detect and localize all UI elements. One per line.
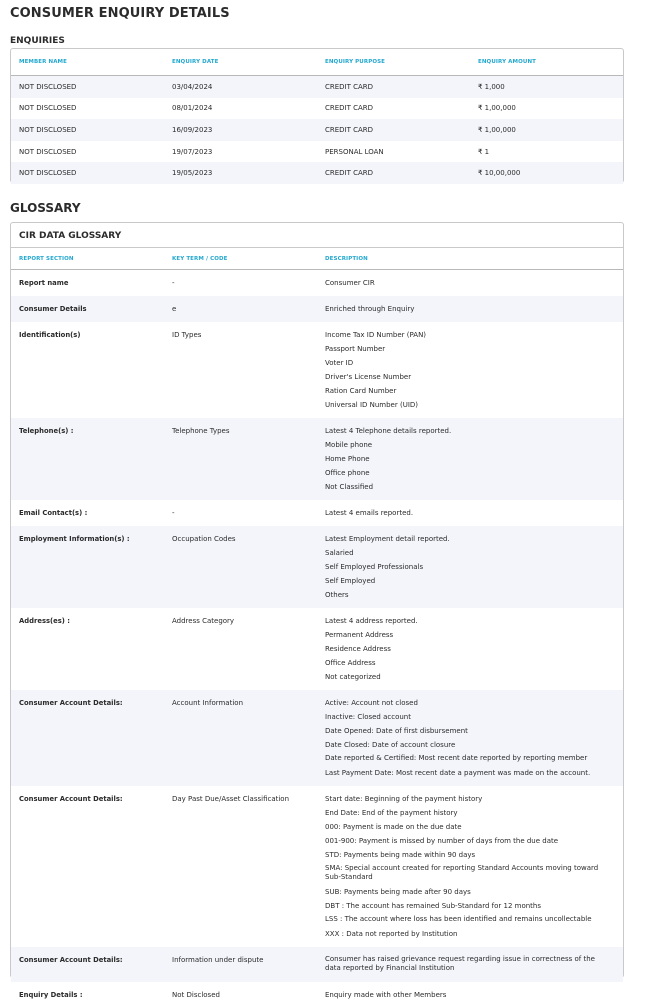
glossary-row: [11, 500, 623, 526]
description-line: Date Opened: Date of first disbursement: [325, 727, 468, 735]
description-line: Ration Card Number: [325, 387, 397, 395]
table-row: [11, 76, 623, 98]
key-term-cell: -: [172, 279, 175, 287]
glossary-row: [11, 296, 623, 322]
member-name-cell: NOT DISCLOSED: [19, 125, 77, 134]
glossary-card-title: CIR DATA GLOSSARY: [11, 223, 623, 248]
description-line: Voter ID: [325, 359, 354, 367]
enquiry-date-cell: 19/05/2023: [172, 169, 213, 178]
column-header-member-name: MEMBER NAME: [19, 59, 67, 65]
glossary-row: [11, 270, 623, 296]
description-line: Residence Address: [325, 645, 391, 653]
description-line: Income Tax ID Number (PAN): [325, 331, 427, 339]
report-section-cell: Employment Information(s) :: [19, 535, 130, 543]
description-line: Office phone: [325, 469, 370, 477]
description-line: Driver's License Number: [325, 373, 412, 381]
description-cell: [317, 328, 622, 412]
description-line: Home Phone: [325, 455, 370, 463]
description-cell: [317, 302, 622, 316]
description-cell: [317, 424, 622, 494]
glossary-table-body: [11, 270, 623, 1008]
enquiry-amount-cell: ₹ 1,000: [478, 82, 505, 91]
enquiry-amount-cell: ₹ 1: [478, 147, 490, 156]
description-line: 001-900: Payment is missed by number of days from the due date: [325, 837, 559, 845]
description-line: Consumer CIR: [325, 279, 375, 287]
report-section-cell: Telephone(s) :: [19, 427, 74, 435]
column-header-description: DESCRIPTION: [325, 255, 368, 262]
key-term-cell: Day Past Due/Asset Classification: [172, 795, 290, 803]
column-header-key-term: KEY TERM / CODE: [172, 255, 228, 262]
description-cell: [317, 614, 622, 684]
member-name-cell: NOT DISCLOSED: [19, 104, 77, 113]
member-name-cell: NOT DISCLOSED: [19, 82, 77, 91]
enquiry-amount-cell: ₹ 10,00,000: [478, 169, 521, 178]
description-cell: [317, 696, 622, 780]
description-line: Latest Employment detail reported.: [325, 535, 450, 543]
report-section-cell: Report name: [19, 279, 69, 287]
enquiry-purpose-cell: PERSONAL LOAN: [325, 147, 384, 156]
description-line: Enriched through Enquiry: [325, 305, 415, 313]
member-name-cell: NOT DISCLOSED: [19, 169, 77, 178]
enquiry-date-cell: 19/07/2023: [172, 147, 213, 156]
table-row: [11, 162, 623, 184]
description-line: Self Employed Professionals: [325, 563, 424, 571]
description-cell: [317, 792, 622, 941]
enquiry-date-cell: 08/01/2024: [172, 104, 213, 113]
report-section-cell: Address(es) :: [19, 617, 70, 625]
enquiry-date-cell: 16/09/2023: [172, 125, 213, 134]
enquiry-amount-cell: ₹ 1,00,000: [478, 125, 516, 134]
enquiries-table-header: [11, 49, 623, 76]
glossary-row: [11, 608, 623, 690]
key-term-cell: e: [172, 305, 177, 313]
description-line: Start date: Beginning of the payment history: [325, 795, 483, 803]
description-line: SMA: Special account created for reporting Standard Accounts moving toward Sub-Standard: [325, 864, 599, 881]
enquiry-purpose-cell: CREDIT CARD: [325, 104, 374, 113]
description-line: SUB: Payments being made after 90 days: [325, 888, 471, 896]
description-line: Last Payment Date: Most recent date a payment was made on the account.: [325, 769, 591, 777]
description-line: Salaried: [325, 549, 354, 557]
glossary-row: [11, 418, 623, 500]
glossary-table-header: [11, 248, 623, 270]
key-term-cell: -: [172, 509, 175, 517]
description-line: Enquiry made with other Members: [325, 991, 447, 999]
key-term-cell: ID Types: [172, 331, 202, 339]
enquiries-table: [10, 48, 624, 183]
description-line: Permanent Address: [325, 631, 394, 639]
glossary-section-title: GLOSSARY: [10, 201, 81, 215]
description-line: Not categorized: [325, 673, 381, 681]
description-line: Date reported & Certified: Most recent date reported by reporting member: [325, 754, 588, 762]
enquiry-purpose-cell: CREDIT CARD: [325, 82, 374, 91]
glossary-table: [10, 222, 624, 999]
report-section-cell: Consumer Account Details:: [19, 699, 123, 707]
description-line: Consumer has raised grievance request regarding issue in correctness of the data reported by Financial Institution: [325, 955, 595, 972]
key-term-cell: Occupation Codes: [172, 535, 236, 543]
table-row: [11, 119, 623, 141]
description-cell: [317, 988, 622, 1002]
column-header-enquiry-date: ENQUIRY DATE: [172, 59, 219, 65]
description-line: Others: [325, 591, 349, 599]
description-cell: [317, 953, 622, 976]
description-line: DBT : The account has remained Sub-Standard for 12 months: [325, 902, 541, 910]
description-line: End Date: End of the payment history: [325, 809, 458, 817]
key-term-cell: Account Information: [172, 699, 244, 707]
description-cell: [317, 276, 622, 290]
description-line: LSS : The account where loss has been identified and remains uncollectable: [325, 915, 592, 923]
column-header-enquiry-amount: ENQUIRY AMOUNT: [478, 59, 537, 65]
table-row: [11, 98, 623, 120]
report-section-cell: Identification(s): [19, 331, 81, 339]
description-line: Not Classified: [325, 483, 374, 491]
table-row: [11, 141, 623, 163]
description-line: Active: Account not closed: [325, 699, 418, 707]
enquiries-table-body: [11, 76, 623, 184]
description-line: Office Address: [325, 659, 376, 667]
report-section-cell: Consumer Account Details:: [19, 956, 123, 964]
glossary-row: [11, 526, 623, 608]
report-section-cell: Consumer Account Details:: [19, 795, 123, 803]
column-header-enquiry-purpose: ENQUIRY PURPOSE: [325, 59, 386, 65]
enquiry-purpose-cell: CREDIT CARD: [325, 169, 374, 178]
description-line: Latest 4 address reported.: [325, 617, 418, 625]
enquiries-section-title: ENQUIRIES: [10, 36, 65, 46]
description-line: Universal ID Number (UID): [325, 401, 419, 409]
report-section-cell: Enquiry Details :: [19, 991, 83, 999]
description-line: Latest 4 Telephone details reported.: [325, 427, 452, 435]
description-line: 000: Payment is made on the due date: [325, 823, 462, 831]
glossary-row: [11, 322, 623, 418]
description-line: Inactive: Closed account: [325, 713, 411, 721]
description-line: Mobile phone: [325, 441, 373, 449]
enquiry-purpose-cell: CREDIT CARD: [325, 125, 374, 134]
description-line: Latest 4 emails reported.: [325, 509, 414, 517]
enquiry-amount-cell: ₹ 1,00,000: [478, 104, 516, 113]
glossary-row: [11, 786, 623, 947]
glossary-row: [11, 947, 623, 982]
enquiry-date-cell: 03/04/2024: [172, 82, 213, 91]
description-line: Passport Number: [325, 345, 386, 353]
description-line: XXX : Data not reported by Institution: [325, 930, 458, 938]
glossary-row: [11, 982, 623, 1008]
key-term-cell: Address Category: [172, 617, 235, 625]
member-name-cell: NOT DISCLOSED: [19, 147, 77, 156]
description-cell: [317, 506, 622, 520]
column-header-report-section: REPORT SECTION: [19, 255, 74, 262]
description-cell: [317, 532, 622, 602]
key-term-cell: Not Disclosed: [172, 991, 220, 999]
key-term-cell: Information under dispute: [172, 956, 264, 964]
glossary-row: [11, 690, 623, 786]
report-section-cell: Consumer Details: [19, 305, 87, 313]
description-line: Date Closed: Date of account closure: [325, 741, 456, 749]
description-line: STD: Payments being made within 90 days: [325, 851, 476, 859]
key-term-cell: Telephone Types: [172, 427, 230, 435]
report-section-cell: Email Contact(s) :: [19, 509, 88, 517]
page-title: CONSUMER ENQUIRY DETAILS: [10, 6, 230, 21]
description-line: Self Employed: [325, 577, 376, 585]
